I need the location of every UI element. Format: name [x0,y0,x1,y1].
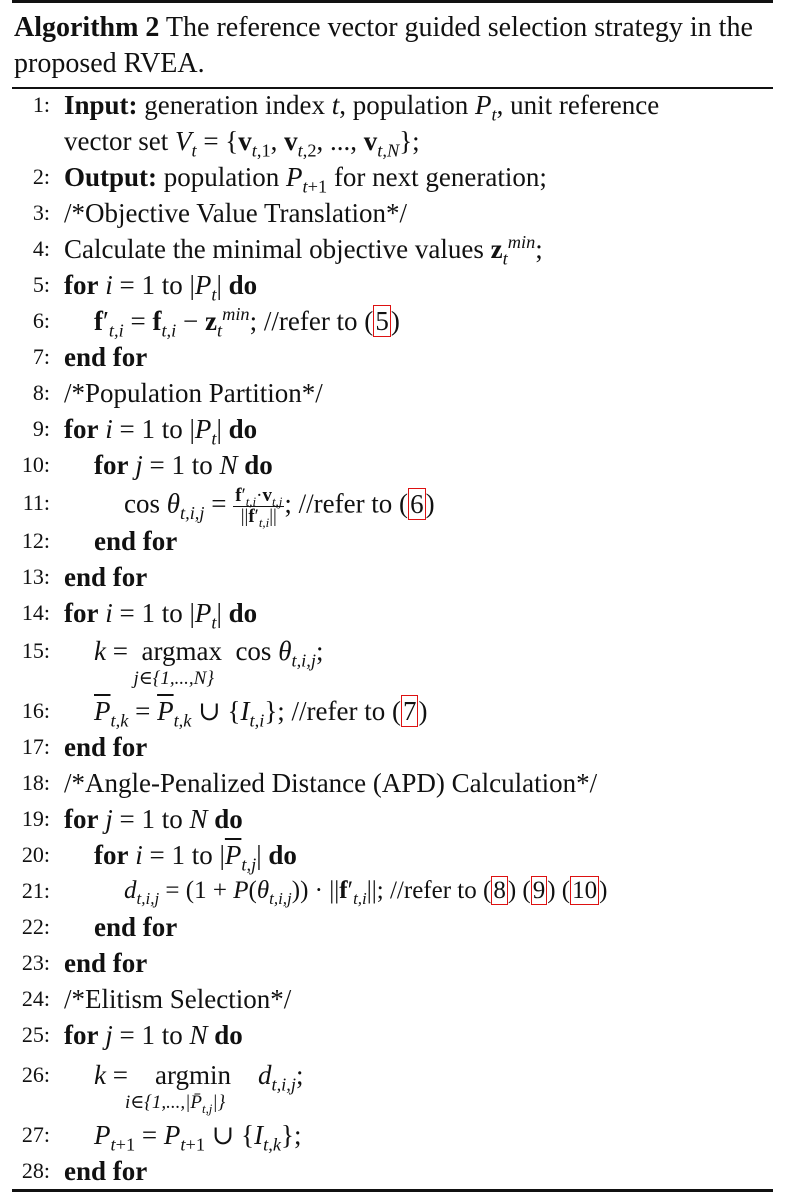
line-content: $\overline{P}_{t,k} = \overline{P}_{t,k}$ ∪ $\{I_{t,i}\}$; //refer to (7) [94,696,428,731]
line-content: for i = 1 to $|P_t|$ do [64,598,258,633]
line-number: 10: [21,452,50,477]
line-content: /*Population Partition*/ [64,378,323,408]
line-number: 15: [21,638,50,663]
line-number: 27: [21,1122,50,1147]
line-number: 6: [32,308,50,333]
line-number: 23: [21,950,50,975]
line-number: 21: [21,878,50,903]
line-number: 28: [21,1158,50,1183]
line-number: 24: [21,986,50,1011]
line-content: for i = 1 to $|P_t|$ do [64,270,258,305]
line-number: 1: [32,92,50,117]
line-content: end for [64,342,148,372]
line-number: 7: [32,344,50,369]
bottom-rule [12,1189,773,1192]
line-number: 20: [21,842,50,867]
line-number: 8: [32,380,50,405]
line-number: 3: [32,200,50,225]
line-content: $d_{t,i,j} = (1 + P(\theta_{t,i,j})) \cdot ||f'_{t,i}||$; //refer to (8) (9) (10) [124,877,608,908]
line-number: 5: [32,272,50,297]
line-number: 11: [22,490,50,515]
line-content: Output: population $P_{t+1}$ for next generation; [64,162,547,197]
algorithm-title: The reference vector guided selection strategy in the proposed RVEA. [14,12,753,79]
line-number: 17: [21,734,50,759]
line-number: 2: [32,164,50,189]
line-content: $P_{t+1} = P_{t+1}$ ∪ $\{I_{t,k}\}$; [94,1120,302,1155]
algorithm-label: Algorithm 2 [14,12,160,43]
line-number: 4: [32,236,50,261]
line-content: /*Elitism Selection*/ [64,984,292,1014]
line-number: 16: [21,698,50,723]
line-content: end for [64,732,148,762]
line-number: 13: [21,564,50,589]
line-number: 18: [21,770,50,795]
line-content: Input: generation index t, population $P_t$, unit reference [64,90,660,125]
line-content: Calculate the minimal objective values $z_t^{min}$; [64,232,543,269]
line-content: k = argmax j∈{1,...,N} $\cos \theta_{t,i,j}$; [94,636,324,689]
line-content: /*Objective Value Translation*/ [64,198,407,228]
line-content: end for [94,912,178,942]
line-content: for j = 1 to N do [64,1020,243,1050]
line-content: for j = 1 to N do [64,804,243,834]
line-content: $\cos \theta_{t,i,j}$ = $\frac{f'_{t,i}\cdot v_{t,j}}{||f'_{t,i}||}$ ; //refer to (6) [124,485,435,530]
line-content: end for [64,948,148,978]
line-number: 12: [21,528,50,553]
line-number: 19: [21,806,50,831]
line-number: 9: [32,416,50,441]
algorithm-caption [14,10,772,82]
line-number: 22: [21,914,50,939]
line-number: 25: [21,1022,50,1047]
line-number: 14: [21,600,50,625]
line-number: 26: [21,1062,50,1087]
line-content: for i = 1 to $|\overline{P}_{t,j}|$ do [94,840,297,875]
line-content: /*Angle-Penalized Distance (APD) Calculation*/ [64,768,598,798]
top-rule [12,0,773,3]
line-content: k = argmin $i\in\{1,...,|P̄_{t,j}|\}$ $d_{t,i,j}$; [94,1060,304,1116]
line-content: for j = 1 to N do [94,450,273,480]
line-content: for i = 1 to $|P_t|$ do [64,414,258,449]
line-content: $f'_{t,i} = f_{t,i} - z_t^{min}$; //refer to (5) [94,304,400,341]
line-content: end for [64,1156,148,1186]
line-content: end for [64,562,148,592]
line-content: vector set $V_t = \{v_{t,1}$, $v_{t,2}$, ..., $v_{t,N}$}; [64,126,420,161]
line-content: end for [94,526,178,556]
